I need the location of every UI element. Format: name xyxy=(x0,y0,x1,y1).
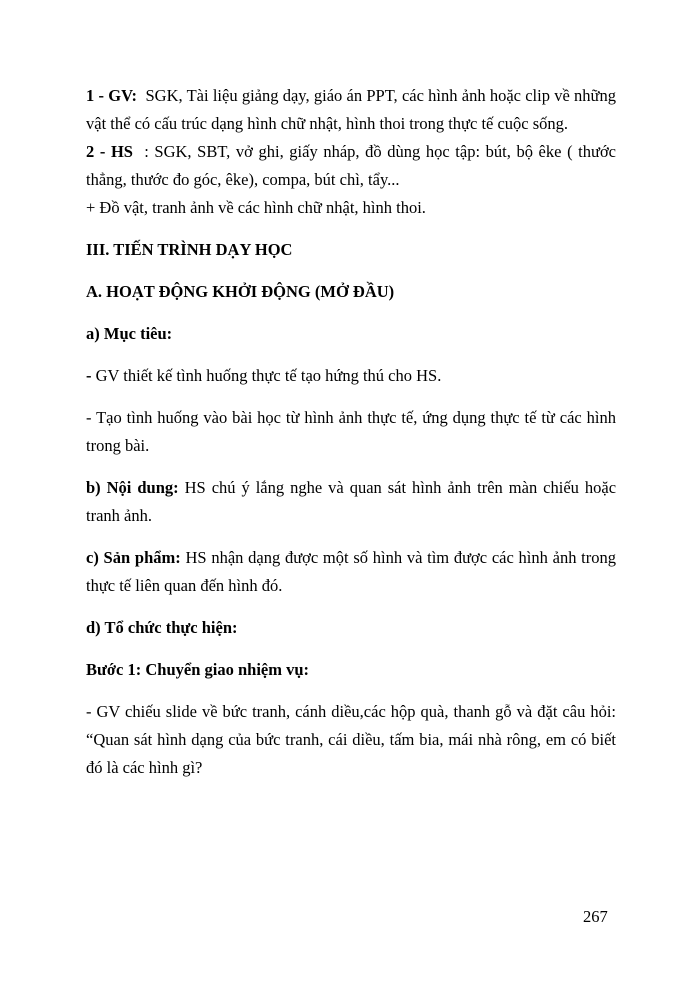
page-number: 267 xyxy=(583,907,608,926)
objective-item-bullet: - xyxy=(86,366,92,385)
student-resources xyxy=(86,138,616,194)
student-label: 2 - HS xyxy=(86,142,133,161)
content-text: HS chú ý lắng nghe và quan sát hình ảnh trên màn chiếu hoặc tranh ảnh. xyxy=(86,478,617,525)
student-resources-text: : SGK, SBT, vở ghi, giấy nháp, đồ dùng học tập: bút, bộ êke ( thước thẳng, thước đo góc, êke), compa, bút chì, tẩy... xyxy=(86,142,616,189)
objective-item xyxy=(86,362,616,390)
product-text: HS nhận dạng được một số hình và tìm được các hình ảnh trong thực tế liên quan đến hình đó. xyxy=(86,548,617,595)
objective-item: - Tạo tình huống vào bài học từ hình ảnh thực tế, ứng dụng thực tế từ các hình trong bài. xyxy=(86,408,616,455)
step1-text: - GV chiếu slide về bức tranh, cánh diều,các hộp quà, thanh gỗ và đặt câu hỏi: “Quan sát hình dạng của bức tranh, cái diều, tấm bia, mái nhà rông, em có biết đó là các hình gì? xyxy=(86,702,616,777)
objectives-heading: a) Mục tiêu: xyxy=(86,324,173,343)
activity-title: A. HOẠT ĐỘNG KHỞI ĐỘNG (MỞ ĐẦU) xyxy=(86,282,395,301)
student-resources-extra: + Đồ vật, tranh ảnh về các hình chữ nhật, hình thoi. xyxy=(86,198,426,217)
teacher-resources xyxy=(86,82,616,138)
step1-heading: Bước 1: Chuyển giao nhiệm vụ: xyxy=(86,660,310,679)
document-page xyxy=(86,82,616,782)
objective-item-text: GV thiết kế tình huống thực tế tạo hứng thú cho HS. xyxy=(95,366,442,385)
content-heading: b) Nội dung: xyxy=(86,478,179,497)
product-paragraph xyxy=(86,544,616,600)
teacher-resources-text: SGK, Tài liệu giảng dạy, giáo án PPT, các hình ảnh hoặc clip về những vật thể có cấu trúc dạng hình chữ nhật, hình thoi trong thực tế cuộc sống. xyxy=(86,86,616,133)
section-title: III. TIẾN TRÌNH DẠY HỌC xyxy=(86,240,293,259)
product-heading: c) Sản phẩm: xyxy=(86,548,181,567)
organization-heading: d) Tổ chức thực hiện: xyxy=(86,618,238,637)
teacher-label: 1 - GV: xyxy=(86,86,137,105)
content-paragraph xyxy=(86,474,616,530)
